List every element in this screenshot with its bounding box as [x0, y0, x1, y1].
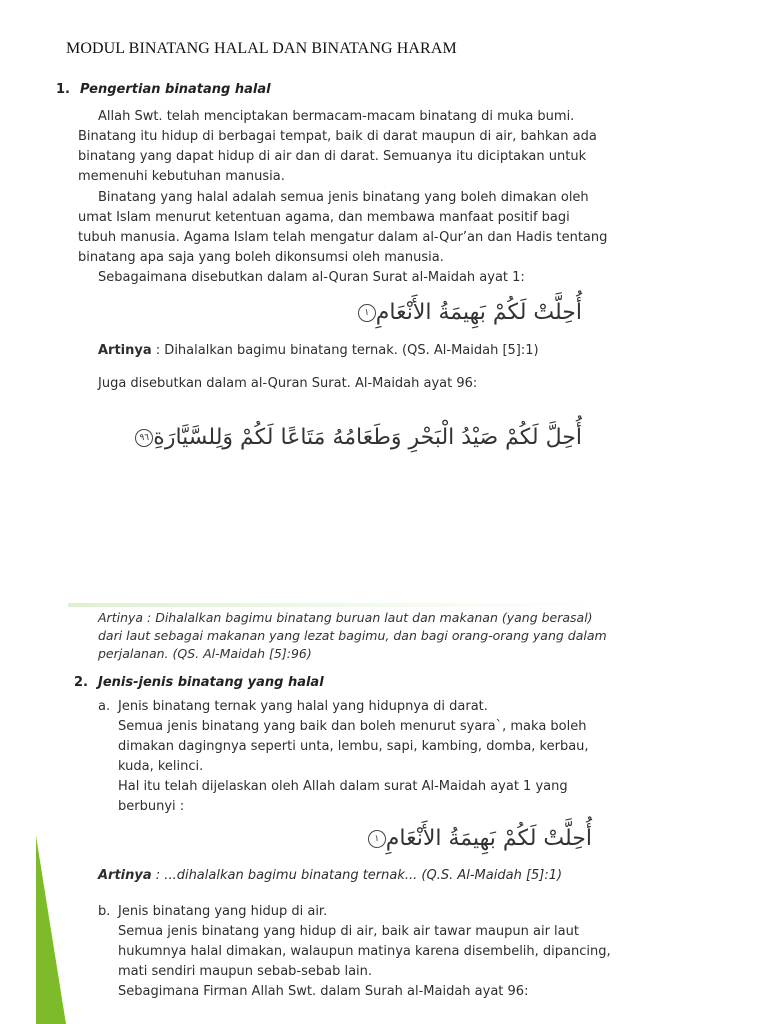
- text-line: berbunyi :: [118, 799, 185, 814]
- document-title: MODUL BINATANG HALAL DAN BINATANG HARAM: [66, 40, 457, 57]
- section-title: Jenis-jenis binatang yang halal: [98, 675, 324, 690]
- list-item-title: Jenis binatang yang hidup di air.: [118, 904, 328, 919]
- translation: [98, 343, 539, 358]
- text-line: binatang yang dapat hidup di air dan di darat. Semuanya itu diciptakan untuk: [78, 149, 587, 164]
- text-line: Artinya : Dihalalkan bagimu binatang buruan laut dan makanan (yang berasal): [98, 610, 593, 625]
- text-line: Sebagaimana disebutkan dalam al-Quran Surat al-Maidah ayat 1:: [98, 270, 525, 285]
- section-title: Pengertian binatang halal: [80, 82, 271, 97]
- list-item-b: [98, 902, 327, 922]
- text-line: tubuh manusia. Agama Islam telah mengatur dalam al-Qur’an dan Hadis tentang: [78, 230, 608, 245]
- list-item-a: [98, 697, 488, 717]
- paragraph: [118, 777, 592, 817]
- arabic-text: أُحِلَّتْ لَكُمْ بَهِيمَةُ الأَنْعَامِ: [385, 826, 592, 851]
- arabic-text: أُحِلَّ لَكُمْ صَيْدُ الْبَحْرِ وَطَعَامُهُ مَتَاعًا لَكُمْ وَلِلسَّيَّارَةِ: [153, 425, 582, 450]
- arabic-text: أُحِلَّتْ لَكُمْ بَهِيمَةُ الأَنْعَامِ: [375, 300, 582, 325]
- paragraph: [78, 107, 597, 187]
- text-line: binatang apa saja yang boleh dikonsumsi oleh manusia.: [78, 250, 444, 265]
- text-line: mati sendiri maupun sebab-sebab lain.: [118, 964, 373, 979]
- ayah-number-icon: ٩٦: [135, 429, 153, 447]
- text-line: Semua jenis binatang yang hidup di air, baik air tawar maupun air laut: [118, 924, 579, 939]
- paragraph: [118, 982, 528, 1002]
- text-line: umat Islam menurut ketentuan agama, dan membawa manfaat positif bagi: [78, 210, 570, 225]
- text-line: dari laut sebagai makanan yang lezat bagimu, dan bagi orang-orang yang dalam: [98, 628, 607, 643]
- text-line: hukumnya halal dimakan, walaupun matinya karena disembelih, dipancing,: [118, 944, 611, 959]
- section-2-heading: [74, 675, 324, 690]
- paragraph: [98, 268, 525, 288]
- text-line: Allah Swt. telah menciptakan bermacam-macam binatang di muka bumi.: [98, 109, 575, 124]
- paragraph: [78, 188, 608, 268]
- decorative-stripe: [68, 603, 598, 607]
- text-line: Juga disebutkan dalam al-Quran Surat. Al-Maidah ayat 96:: [98, 376, 478, 391]
- translation-text: : Dihalalkan bagimu binatang ternak. (QS. Al-Maidah [5]:1): [155, 343, 539, 358]
- section-number: 2.: [74, 675, 88, 690]
- text-line: perjalanan. (QS. Al-Maidah [5]:96): [98, 646, 312, 661]
- translation-text: : ...dihalalkan bagimu binatang ternak... (Q.S. Al-Maidah [5]:1): [155, 868, 563, 883]
- translation: [98, 609, 607, 663]
- ayah-number-icon: ١: [368, 830, 386, 848]
- translation: [98, 868, 562, 883]
- text-line: Sebagimana Firman Allah Swt. dalam Surah al-Maidah ayat 96:: [118, 984, 529, 999]
- section-1-heading: [56, 82, 271, 97]
- text-line: Binatang itu hidup di berbagai tempat, baik di darat maupun di air, bahkan ada: [78, 129, 597, 144]
- arabic-verse: [352, 300, 582, 325]
- translation-label: Artinya: [98, 868, 152, 883]
- text-line: Binatang yang halal adalah semua jenis binatang yang boleh dimakan oleh: [98, 190, 589, 205]
- arabic-verse: [362, 826, 592, 851]
- arabic-verse: [129, 425, 582, 450]
- list-marker: a.: [98, 699, 111, 714]
- decorative-green-wedge: [36, 836, 66, 1024]
- list-marker: b.: [98, 904, 111, 919]
- text-line: memenuhi kebutuhan manusia.: [78, 169, 285, 184]
- ayah-number-icon: ١: [358, 304, 376, 322]
- translation-label: Artinya: [98, 343, 152, 358]
- text-line: kuda, kelinci.: [118, 759, 204, 774]
- list-item-title: Jenis binatang ternak yang halal yang hidupnya di darat.: [118, 699, 488, 714]
- section-number: 1.: [56, 82, 70, 97]
- paragraph: [118, 717, 592, 777]
- paragraph: [98, 374, 477, 394]
- paragraph: [118, 922, 611, 982]
- text-line: dimakan dagingnya seperti unta, lembu, sapi, kambing, domba, kerbau,: [118, 739, 589, 754]
- text-line: Semua jenis binatang yang baik dan boleh menurut syara`, maka boleh: [118, 719, 587, 734]
- text-line: Hal itu telah dijelaskan oleh Allah dalam surat Al-Maidah ayat 1 yang: [118, 779, 568, 794]
